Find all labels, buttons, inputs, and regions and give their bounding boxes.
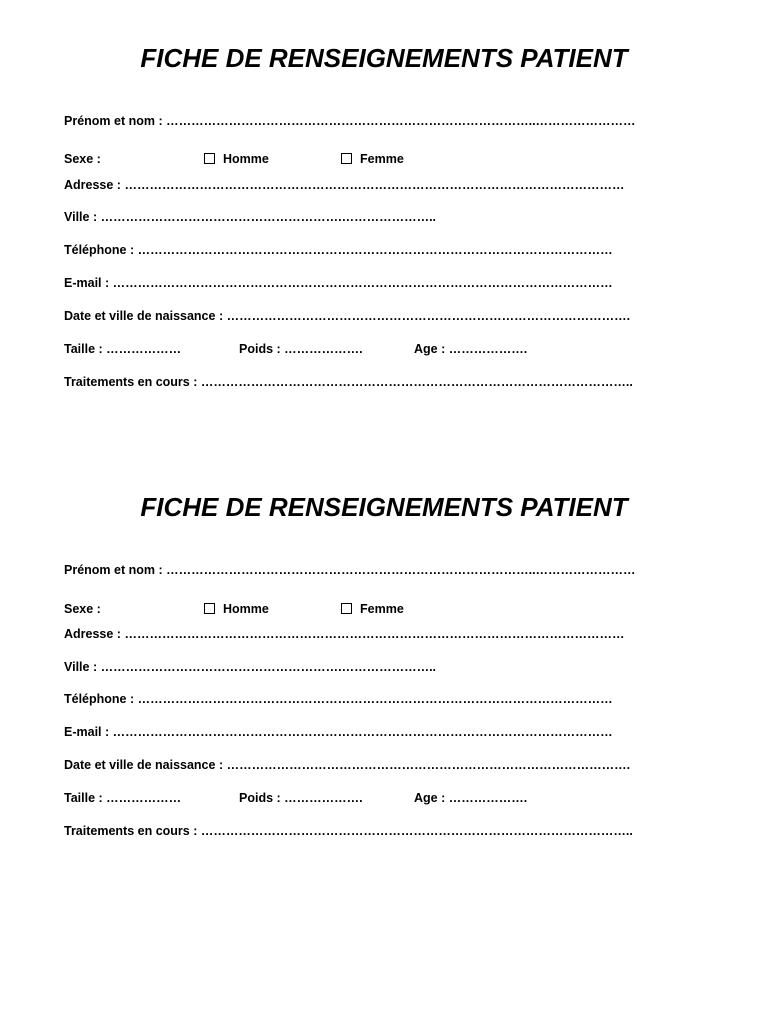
treatment-row — [64, 823, 633, 839]
phone-label: Téléphone : — [64, 692, 135, 706]
email-label: E-mail : — [64, 725, 110, 739]
weight-field[interactable]: ………………. — [284, 791, 363, 805]
birth-row — [64, 308, 630, 324]
height-field[interactable]: ……………… — [106, 342, 182, 356]
treatment-row — [64, 374, 633, 390]
city-field[interactable]: ………………………………………………….………………….. — [100, 210, 437, 224]
city-label: Ville : — [64, 660, 98, 674]
sex-male-label: Homme — [223, 152, 269, 166]
checkbox-icon[interactable] — [204, 153, 215, 164]
sex-female-label: Femme — [360, 152, 404, 166]
address-label: Adresse : — [64, 178, 121, 192]
weight-label: Poids : — [239, 342, 281, 356]
name-field[interactable]: ……………………………………………………………………………..…………………… — [166, 563, 636, 577]
address-field[interactable]: ………………………………………………………………………………………………………… — [124, 178, 625, 192]
phone-row — [64, 691, 613, 707]
treatment-field[interactable]: ………………………………………………………………………………………….. — [200, 375, 633, 389]
birth-field[interactable]: ……………………………………………………………………………………. — [226, 758, 631, 772]
height-label: Taille : — [64, 342, 103, 356]
height-field[interactable]: ……………… — [106, 791, 182, 805]
sex-label: Sexe : — [64, 602, 101, 616]
email-row — [64, 724, 613, 740]
phone-field[interactable]: …………………………………………………………………………………………………… — [137, 692, 613, 706]
weight-row — [239, 341, 363, 357]
name-row — [64, 562, 636, 578]
checkbox-icon[interactable] — [204, 603, 215, 614]
checkbox-icon[interactable] — [341, 603, 352, 614]
name-label: Prénom et nom : — [64, 114, 163, 128]
sex-male-label: Homme — [223, 602, 269, 616]
treatment-label: Traitements en cours : — [64, 375, 198, 389]
phone-field[interactable]: …………………………………………………………………………………………………… — [137, 243, 613, 257]
treatment-label: Traitements en cours : — [64, 824, 198, 838]
address-row — [64, 626, 624, 642]
weight-row — [239, 790, 363, 806]
sex-female-option[interactable] — [341, 601, 404, 617]
weight-label: Poids : — [239, 791, 281, 805]
address-field[interactable]: ………………………………………………………………………………………………………… — [124, 627, 625, 641]
sex-male-option[interactable] — [204, 601, 269, 617]
birth-label: Date et ville de naissance : — [64, 309, 224, 323]
checkbox-icon[interactable] — [341, 153, 352, 164]
email-label: E-mail : — [64, 276, 110, 290]
email-row — [64, 275, 613, 291]
form-title: FICHE DE RENSEIGNEMENTS PATIENT — [140, 492, 628, 522]
name-field[interactable]: ……………………………………………………………………………..…………………… — [166, 114, 636, 128]
age-label: Age : — [414, 342, 446, 356]
form-title: FICHE DE RENSEIGNEMENTS PATIENT — [140, 43, 628, 73]
sex-female-label: Femme — [360, 602, 404, 616]
sex-female-option[interactable] — [341, 151, 404, 167]
height-label: Taille : — [64, 791, 103, 805]
address-row — [64, 177, 624, 193]
name-row — [64, 113, 636, 129]
age-row — [414, 790, 527, 806]
age-label: Age : — [414, 791, 446, 805]
height-row — [64, 790, 181, 806]
city-field[interactable]: ………………………………………………….………………….. — [100, 660, 437, 674]
phone-label: Téléphone : — [64, 243, 135, 257]
weight-field[interactable]: ………………. — [284, 342, 363, 356]
address-label: Adresse : — [64, 627, 121, 641]
email-field[interactable]: ………………………………………………………………………………………………………… — [112, 725, 613, 739]
birth-label: Date et ville de naissance : — [64, 758, 224, 772]
name-label: Prénom et nom : — [64, 563, 163, 577]
email-field[interactable]: ………………………………………………………………………………………………………… — [112, 276, 613, 290]
city-label: Ville : — [64, 210, 98, 224]
treatment-field[interactable]: ………………………………………………………………………………………….. — [200, 824, 633, 838]
birth-row — [64, 757, 630, 773]
age-field[interactable]: ………………. — [448, 791, 528, 805]
phone-row — [64, 242, 613, 258]
age-row — [414, 341, 527, 357]
height-row — [64, 341, 181, 357]
sex-male-option[interactable] — [204, 151, 269, 167]
city-row — [64, 659, 436, 675]
sex-label: Sexe : — [64, 152, 101, 166]
city-row — [64, 209, 436, 225]
birth-field[interactable]: ……………………………………………………………………………………. — [226, 309, 631, 323]
age-field[interactable]: ………………. — [448, 342, 528, 356]
